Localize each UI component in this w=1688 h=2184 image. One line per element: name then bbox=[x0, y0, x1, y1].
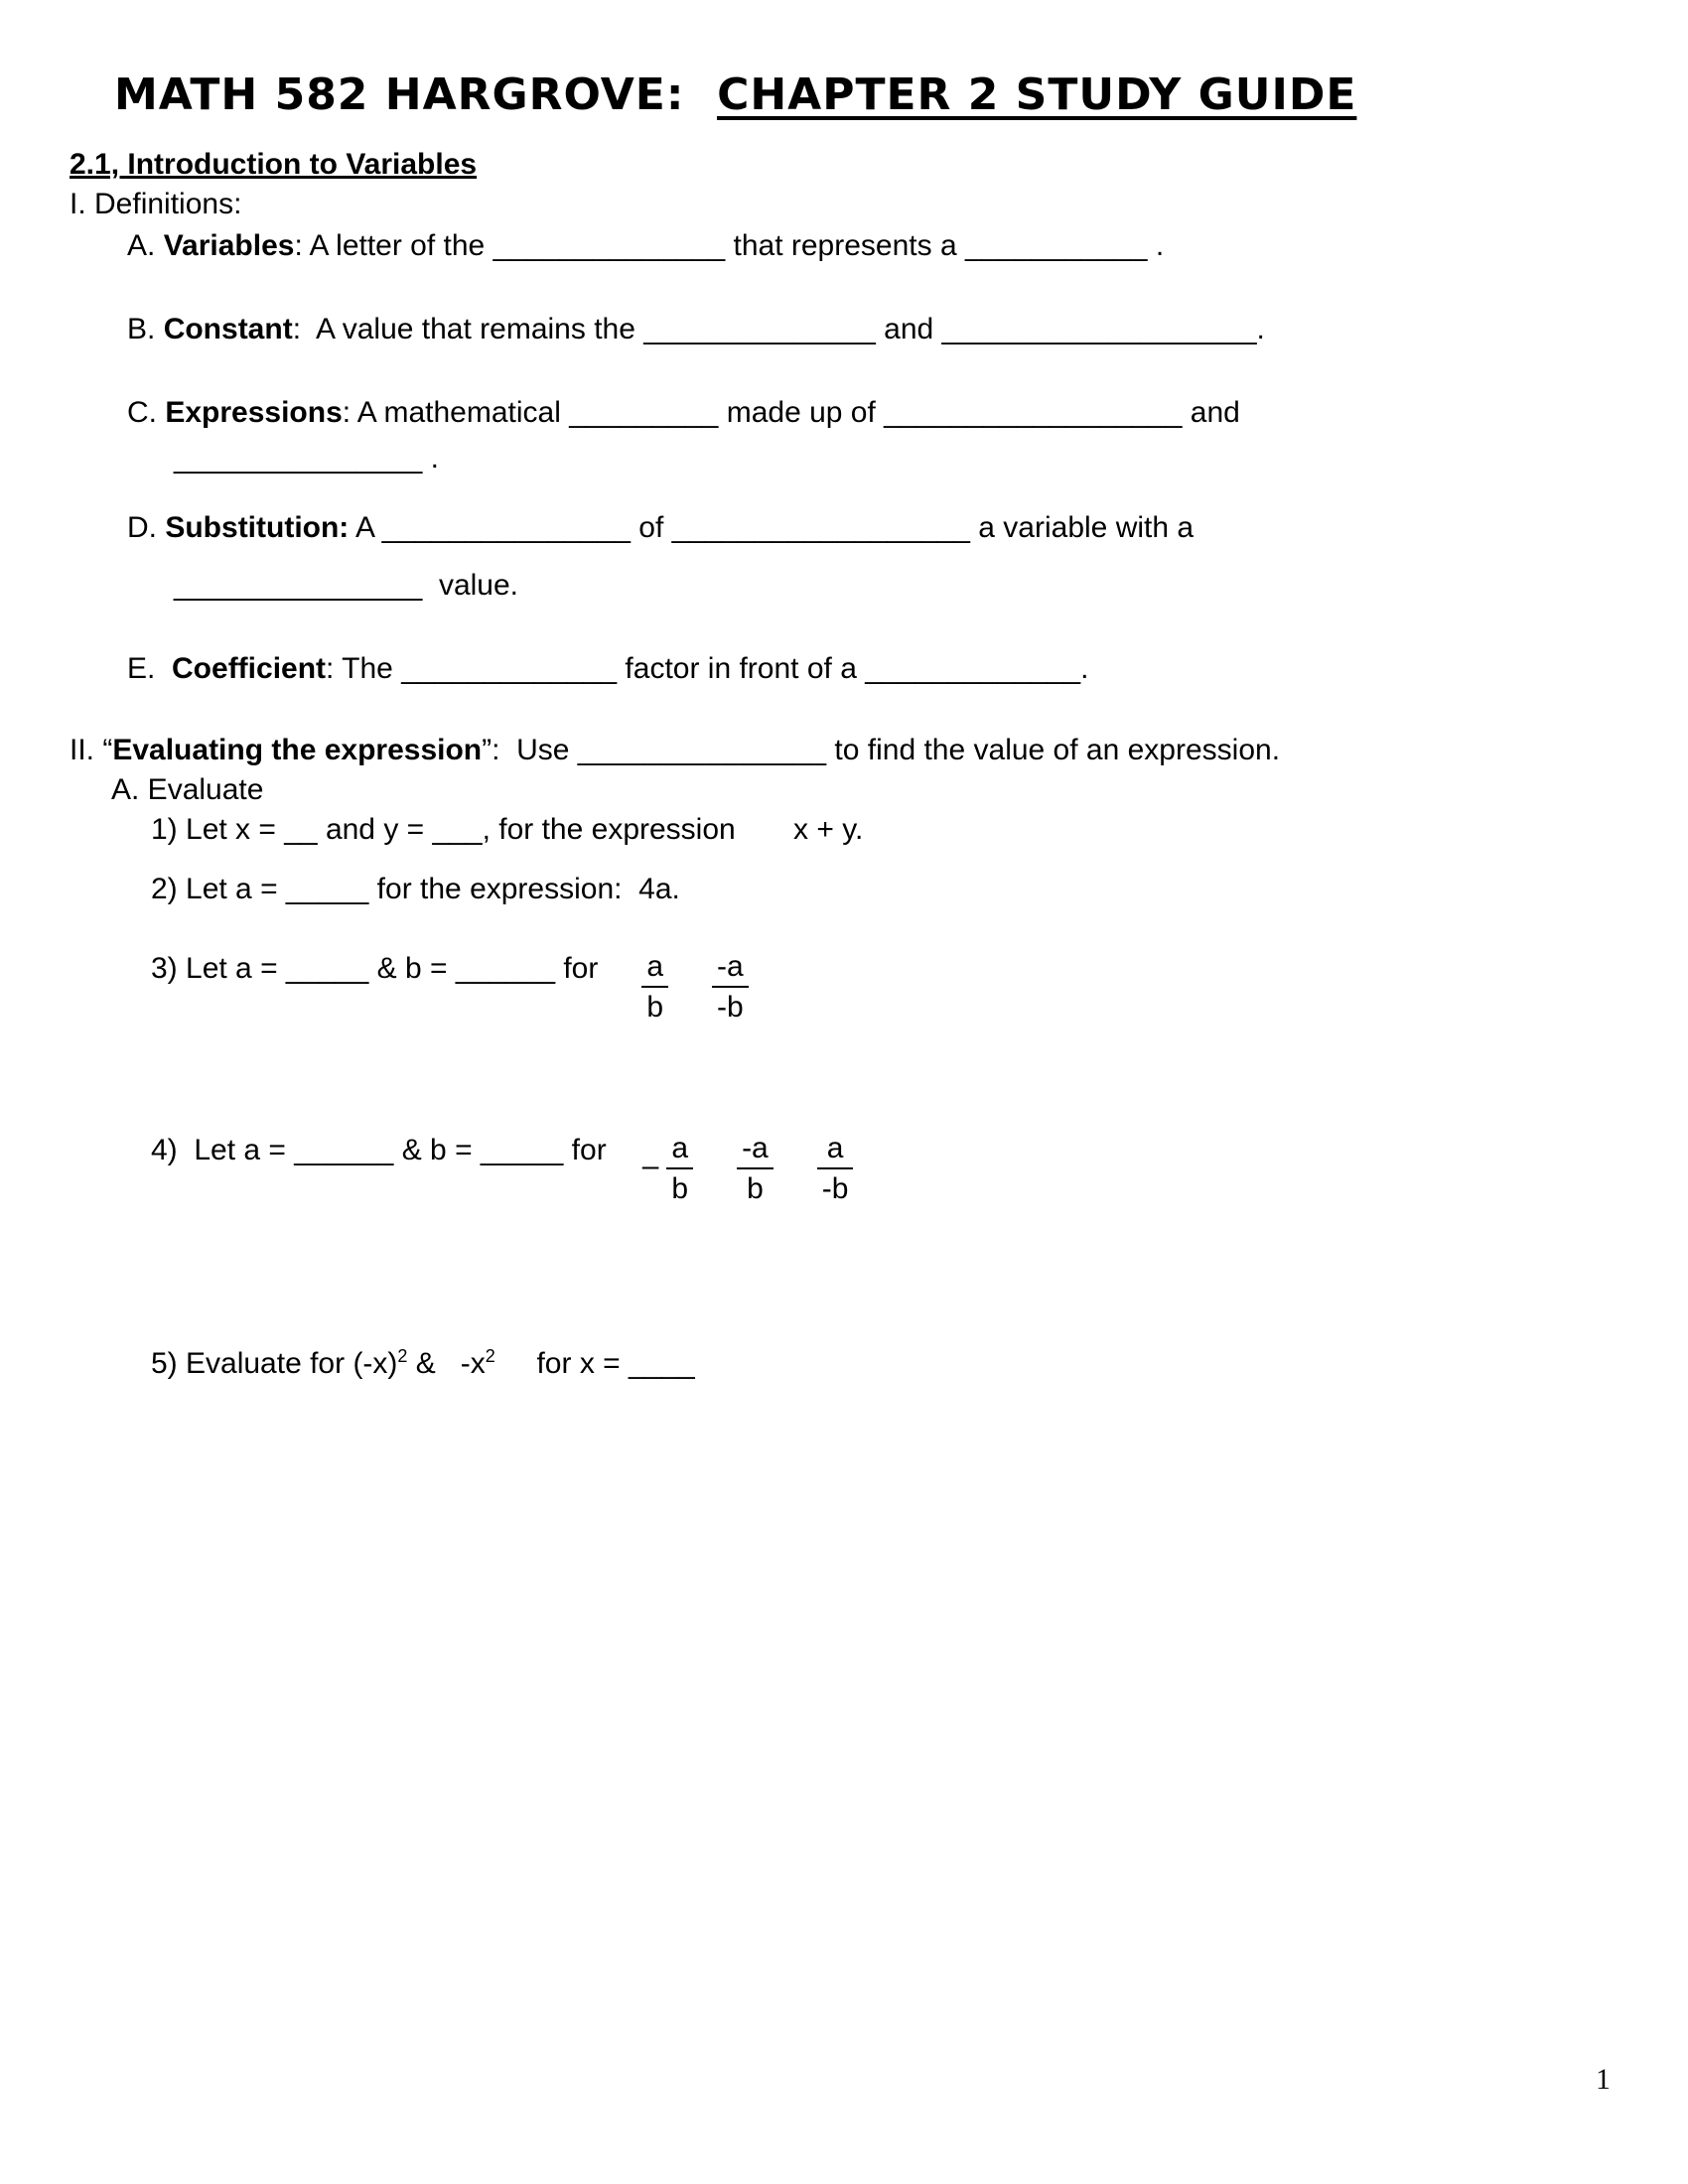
page-title bbox=[0, 0, 1688, 120]
def-d-label: D. bbox=[127, 511, 166, 544]
item3-text: 3) Let a = _____ & b = ______ for bbox=[151, 952, 599, 985]
def-b-text: : A value that remains the ______________ and ___________________. bbox=[292, 313, 1265, 345]
evaluate-item-3 bbox=[151, 950, 1688, 1024]
item5-exponent-1: 2 bbox=[397, 1346, 408, 1366]
evaluating-heading bbox=[70, 732, 1688, 769]
fraction-a-over-neg-b bbox=[817, 1132, 854, 1206]
def-e-label: E. bbox=[127, 652, 173, 685]
def-b-term: Constant bbox=[163, 313, 293, 345]
fraction-numerator: -a bbox=[737, 1132, 774, 1169]
evaluating-suffix: ”: Use _______________ to find the value of an expression. bbox=[482, 734, 1281, 766]
item4-text: 4) Let a = ______ & b = _____ for bbox=[151, 1134, 607, 1166]
definition-constant bbox=[127, 311, 1688, 348]
def-d-term: Substitution: bbox=[165, 511, 350, 544]
fraction-numerator: a bbox=[817, 1132, 854, 1169]
fraction-numerator: a bbox=[641, 950, 668, 988]
definition-expressions bbox=[127, 394, 1688, 432]
fraction-denominator: b bbox=[646, 991, 664, 1024]
def-c-text: : A mathematical _________ made up of __________________ and bbox=[342, 396, 1240, 429]
definition-expressions-line2: _______________ . bbox=[174, 442, 439, 475]
section-heading: 2.1, Introduction to Variables bbox=[70, 148, 478, 181]
evaluate-label: A. Evaluate bbox=[111, 773, 264, 806]
fraction-neg-a-over-neg-b bbox=[712, 950, 749, 1024]
fraction-a-over-b bbox=[666, 1132, 693, 1206]
fraction-denominator: b bbox=[671, 1172, 689, 1205]
negative-sign: – bbox=[641, 1150, 659, 1182]
fraction-denominator: -b bbox=[717, 991, 744, 1024]
fraction-a-over-b bbox=[641, 950, 668, 1024]
item5-text-2: & -x bbox=[407, 1347, 486, 1380]
evaluating-prefix: II. “ bbox=[70, 734, 113, 766]
definitions-label: I. Definitions: bbox=[70, 188, 242, 220]
def-c-term: Expressions bbox=[165, 396, 343, 429]
evaluate-item-2: 2) Let a = _____ for the expression: 4a. bbox=[151, 873, 680, 905]
def-c-label: C. bbox=[127, 396, 166, 429]
evaluate-item-5 bbox=[151, 1345, 1688, 1383]
definition-substitution bbox=[127, 509, 1688, 547]
title-chapter: CHAPTER 2 STUDY GUIDE bbox=[717, 69, 1357, 120]
def-d-text: A _______________ of __________________ a variable with a bbox=[349, 511, 1195, 544]
def-b-label: B. bbox=[127, 313, 164, 345]
definition-substitution-line2: _______________ value. bbox=[174, 569, 518, 602]
item5-text-1: 5) Evaluate for (-x) bbox=[151, 1347, 398, 1380]
item5-text-3: for x = ____ bbox=[494, 1347, 695, 1380]
fraction-denominator: b bbox=[747, 1172, 764, 1205]
fraction-numerator: a bbox=[666, 1132, 693, 1169]
def-a-text: : A letter of the ______________ that represents a ___________ . bbox=[294, 229, 1165, 262]
def-a-label: A. bbox=[127, 229, 164, 262]
def-e-text: : The _____________ factor in front of a _____________. bbox=[326, 652, 1089, 685]
evaluate-item-1: 1) Let x = __ and y = ___, for the expression x + y. bbox=[151, 813, 864, 846]
fraction-denominator: -b bbox=[821, 1172, 849, 1205]
fraction-neg-a-over-b bbox=[737, 1132, 774, 1206]
def-e-term: Coefficient bbox=[172, 652, 327, 685]
definition-variables bbox=[127, 227, 1688, 265]
evaluating-term: Evaluating the expression bbox=[112, 734, 483, 766]
definition-coefficient bbox=[127, 650, 1688, 688]
evaluate-item-4 bbox=[151, 1132, 1688, 1206]
title-course: MATH 582 HARGROVE: bbox=[114, 69, 718, 120]
page-number: 1 bbox=[1596, 2063, 1611, 2096]
def-a-term: Variables bbox=[163, 229, 295, 262]
fraction-numerator: -a bbox=[712, 950, 749, 988]
item5-exponent-2: 2 bbox=[485, 1346, 495, 1366]
